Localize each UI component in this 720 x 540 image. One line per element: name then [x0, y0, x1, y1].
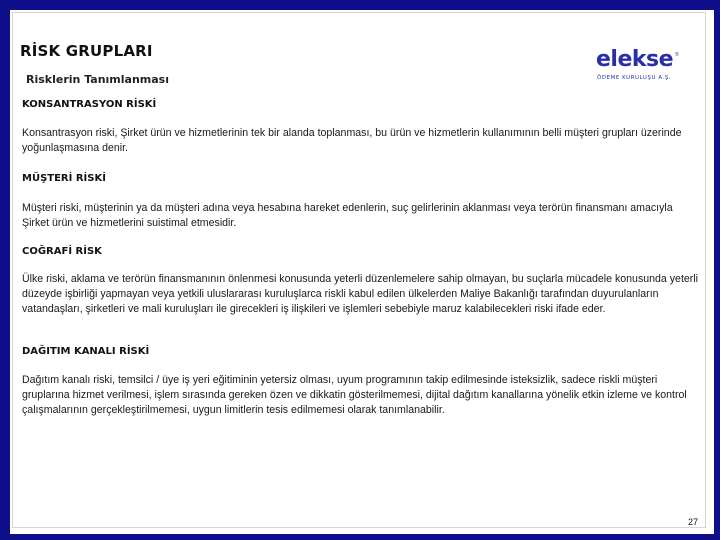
- slide-title: RİSK GRUPLARI: [20, 42, 153, 60]
- section-body-distribution: Dağıtım kanalı riski, temsilci / üye iş yeri eğitiminin yetersiz olması, uyum programının takip edilmesinde isteksizlik, sadece riskli müşteri gruplarına hizmet verilmesi, işlem sırasında gereken özen ve dikkatin gösterilmemesi, dijital dağıtım kanallarına yönelik etkin izleme ve kontrol çalışmalarının gerçekleştirilmemesi, uygun limitlerin tesis edilmemesi olarak tanımlanabilir.: [22, 374, 687, 416]
- slide-subtitle: Risklerin Tanımlanması: [26, 73, 169, 86]
- section-body-concentration: Konsantrasyon riski, Şirket ürün ve hizmetlerinin tek bir alanda toplanması, bu ürün ve hizmetlerin kullanımının belli müşteri grupları üzerinde yoğunlaşmasına denir.: [22, 127, 682, 154]
- section-heading-geographic: COĞRAFİ RİSK: [22, 246, 102, 257]
- company-logo: [596, 47, 688, 84]
- section-body-customer: Müşteri riski, müşterinin ya da müşteri adına veya hesabına hareket edenlerin, suç gelirlerinin aklanması veya terörün finansmanı amacıyla Şirket ürün ve hizmetlerini suistimal etmesidir.: [22, 202, 673, 229]
- logo-wordmark: elekse: [596, 47, 674, 72]
- section-heading-distribution: DAĞITIM KANALI RİSKİ: [22, 346, 150, 357]
- logo-registered-mark: ®: [675, 52, 679, 58]
- section-heading-customer: MÜŞTERİ RİSKİ: [22, 173, 106, 184]
- section-heading-concentration: KONSANTRASYON RİSKİ: [22, 99, 157, 110]
- logo-tagline: ÖDEME KURULUŞU A.Ş.: [597, 75, 672, 81]
- slide-inner-border: [12, 12, 706, 528]
- page-number: 27: [688, 517, 699, 527]
- section-body-geographic: Ülke riski, aklama ve terörün finansmanının önlenmesi konusunda yeterli düzenlemelere sahip olmayan, bu suçlarla mücadele konusunda yeterli düzeyde işbirliği yapmayan veya yetkili uluslararası kuruluşlarca riskli kabul edilen ülkelerden Maliye Bakanlığı tarafından duyurulanların vatandaşları, şirketleri ve mali kuruluşları ile girecekleri iş ilişkileri ve işlemleri sebebiyle maruz kalabilecekleri riski ifade eder.: [22, 273, 699, 315]
